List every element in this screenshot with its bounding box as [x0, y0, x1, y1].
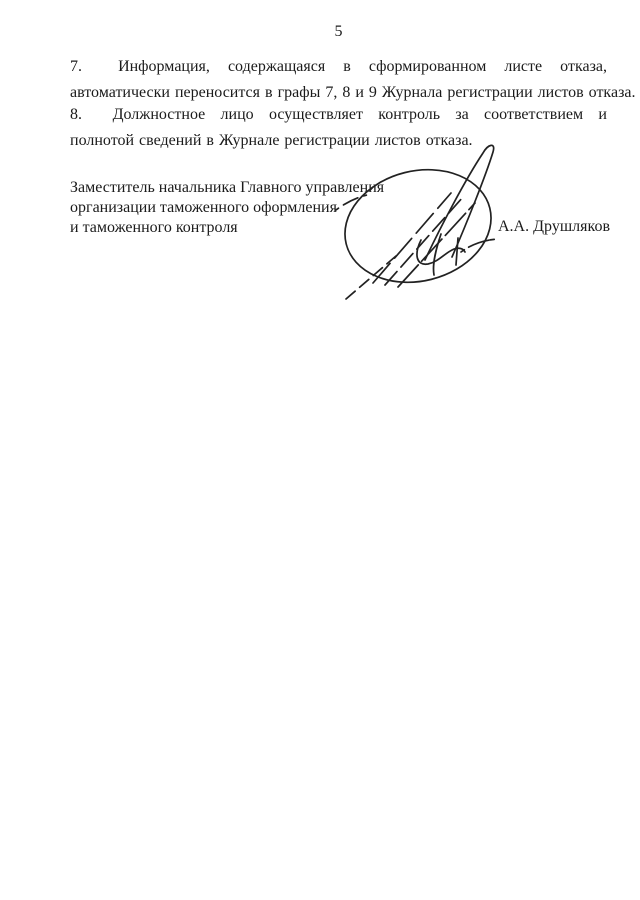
handwritten-signature-icon — [325, 133, 510, 308]
paragraph-7 — [70, 54, 636, 106]
signatory-title-line-2: организации таможенного оформления — [70, 199, 337, 216]
paragraph-7-line-1: 7. Информация, содержащаяся в сформированном листе отказа, — [70, 58, 607, 75]
paragraph-8-line-1: 8. Должностное лицо осуществляет контроль за соответствием и — [70, 106, 607, 123]
paragraph-8-line-2: полнотой сведений в Журнале регистрации листов отказа. — [70, 132, 473, 149]
paragraph-7-line-2: автоматически переносится в графы 7, 8 и 9 Журнала регистрации листов отказа. — [70, 84, 636, 101]
signatory-name: А.А. Друшляков — [498, 218, 610, 235]
signatory-title-line-1: Заместитель начальника Главного управления — [70, 179, 385, 196]
signatory-title-line-3: и таможенного контроля — [70, 219, 238, 236]
page-number: 5 — [334, 23, 343, 40]
